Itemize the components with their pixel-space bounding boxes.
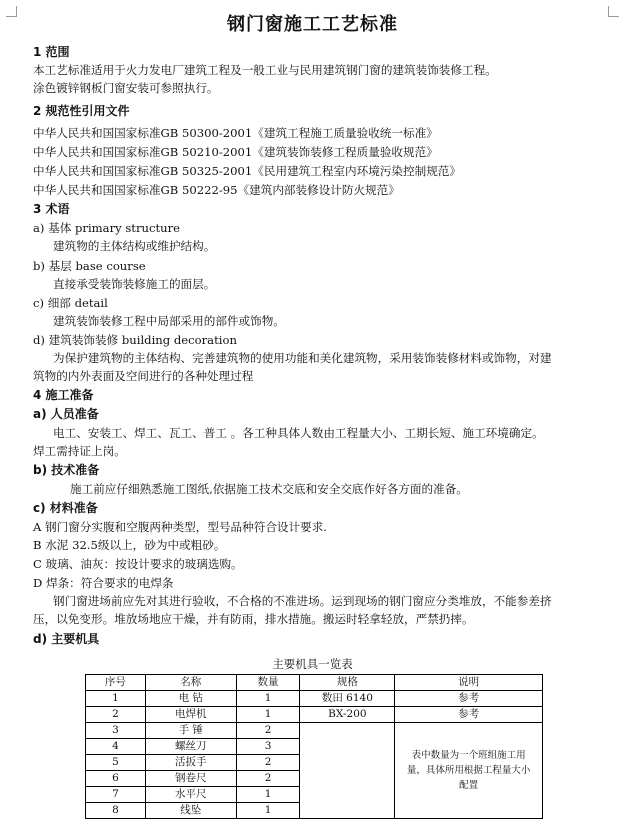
text-line: a) 基体 primary structure — [33, 221, 180, 235]
text-line: 焊工需持证上岗。 — [33, 444, 126, 458]
table-cell: 3 — [86, 723, 146, 739]
document-title: 钢门窗施工工艺标准 — [227, 14, 398, 35]
table-cell: 1 — [86, 691, 146, 707]
section-heading: 1 范围 — [33, 45, 70, 59]
table-cell: 1 — [236, 787, 300, 803]
table-header-row — [86, 675, 543, 691]
table-cell: 5 — [86, 755, 146, 771]
text-line: 建筑装饰装修工程中局部采用的部件或饰物。 — [53, 314, 285, 328]
table-cell: 2 — [236, 755, 300, 771]
text-line: D 焊条：符合要求的电焊条 — [33, 576, 174, 590]
section-heading: 4 施工准备 — [33, 388, 94, 402]
text-line: 钢门窗进场前应先对其进行验收，不合格的不准进场。运到现场的钢门窗应分类堆放，不能参差挤 — [53, 594, 552, 608]
text-line: d) 建筑装饰装修 building decoration — [33, 333, 237, 347]
text-line: 建筑物的主体结构或维护结构。 — [53, 239, 216, 253]
text-line: 中华人民共和国国家标准GB 50325-2001《民用建筑工程室内环境污染控制规范》 — [33, 164, 461, 178]
table-cell: 2 — [236, 771, 300, 787]
text-line: 本工艺标准适用于火力发电厂建筑工程及一般工业与民用建筑钢门窗的建筑装饰装修工程。 — [33, 63, 497, 77]
text-line: C 玻璃、油灰：按设计要求的玻璃选购。 — [33, 557, 243, 571]
table-cell: 1 — [236, 707, 300, 723]
text-line: c) 细部 detail — [33, 296, 108, 310]
section-heading: 2 规范性引用文件 — [33, 104, 130, 118]
table-row — [86, 691, 543, 707]
text-line: 筑物的内外表面及空间进行的各种处理过程 — [33, 369, 254, 383]
table-cell: 钢卷尺 — [145, 771, 236, 787]
table-cell: 数田 6140 — [300, 691, 395, 707]
table-cell: 参考 — [395, 691, 543, 707]
table-cell: BX-200 — [300, 707, 395, 723]
table-cell: 参考 — [395, 707, 543, 723]
table-cell: 电 钻 — [145, 691, 236, 707]
section-heading: a) 人员准备 — [33, 407, 99, 421]
table-cell: 2 — [236, 723, 300, 739]
table-cell: 螺丝刀 — [145, 739, 236, 755]
text-line: 直接承受装饰装修施工的面层。 — [53, 277, 216, 291]
table-cell: 水平尺 — [145, 787, 236, 803]
header-cell: 序号 — [86, 675, 146, 691]
table-cell: 3 — [236, 739, 300, 755]
table-cell: 电焊机 — [145, 707, 236, 723]
text-line: 涂色镀锌钢板门窗安装可参照执行。 — [33, 81, 219, 95]
header-cell: 规格 — [300, 675, 395, 691]
section-heading: d) 主要机具 — [33, 632, 100, 646]
equipment-table — [85, 674, 543, 819]
table-caption: 主要机具一览表 — [272, 657, 353, 671]
table-cell: 8 — [86, 803, 146, 819]
table-cell: 7 — [86, 787, 146, 803]
table-cell: 1 — [236, 803, 300, 819]
text-line: 电工、安装工、焊工、瓦工、普工 。各工种具体人数由工程量大小、工期长短、施工环境确定。 — [53, 426, 544, 440]
table-row — [86, 723, 543, 739]
text-line: 中华人民共和国国家标准GB 50222-95《建筑内部装修设计防火规范》 — [33, 183, 400, 197]
table-cell: 手 锤 — [145, 723, 236, 739]
header-cell: 数量 — [236, 675, 300, 691]
text-line: b) 基层 base course — [33, 259, 146, 273]
section-heading: c) 材料准备 — [33, 501, 98, 515]
table-cell: 6 — [86, 771, 146, 787]
table-row — [86, 707, 543, 723]
header-cell: 说明 — [395, 675, 543, 691]
header-cell: 名称 — [145, 675, 236, 691]
table-cell: 2 — [86, 707, 146, 723]
table-cell: 线坠 — [145, 803, 236, 819]
text-line: 中华人民共和国国家标准GB 50300-2001《建筑工程施工质量验收统一标准》 — [33, 126, 438, 140]
text-line: B 水泥 32.5级以上，砂为中或粗砂。 — [33, 538, 226, 552]
table-cell: 活扳手 — [145, 755, 236, 771]
table-note: 表中数量为一个班组施工用量，具体所用根据工程量大小配置 — [395, 723, 543, 819]
table-cell: 1 — [236, 691, 300, 707]
table-cell — [300, 723, 395, 819]
table-cell: 4 — [86, 739, 146, 755]
text-line: A 钢门窗分实腹和空腹两种类型，型号品种符合设计要求. — [33, 520, 327, 534]
text-line: 中华人民共和国国家标准GB 50210-2001《建筑装饰装修工程质量验收规范》 — [33, 145, 438, 159]
section-heading: 3 术语 — [33, 202, 70, 216]
text-line: 施工前应仔细熟悉施工图纸,依据施工技术交底和安全交底作好各方面的准备。 — [70, 482, 468, 496]
text-line: 为保护建筑物的主体结构、完善建筑物的使用功能和美化建筑物，采用装饰装修材料或饰物，对建 — [53, 351, 552, 365]
text-line: 压，以免变形。堆放场地应干燥，并有防雨，排水措施。搬运时轻拿轻放，严禁扔摔。 — [33, 612, 474, 626]
section-heading: b) 技术准备 — [33, 463, 100, 477]
